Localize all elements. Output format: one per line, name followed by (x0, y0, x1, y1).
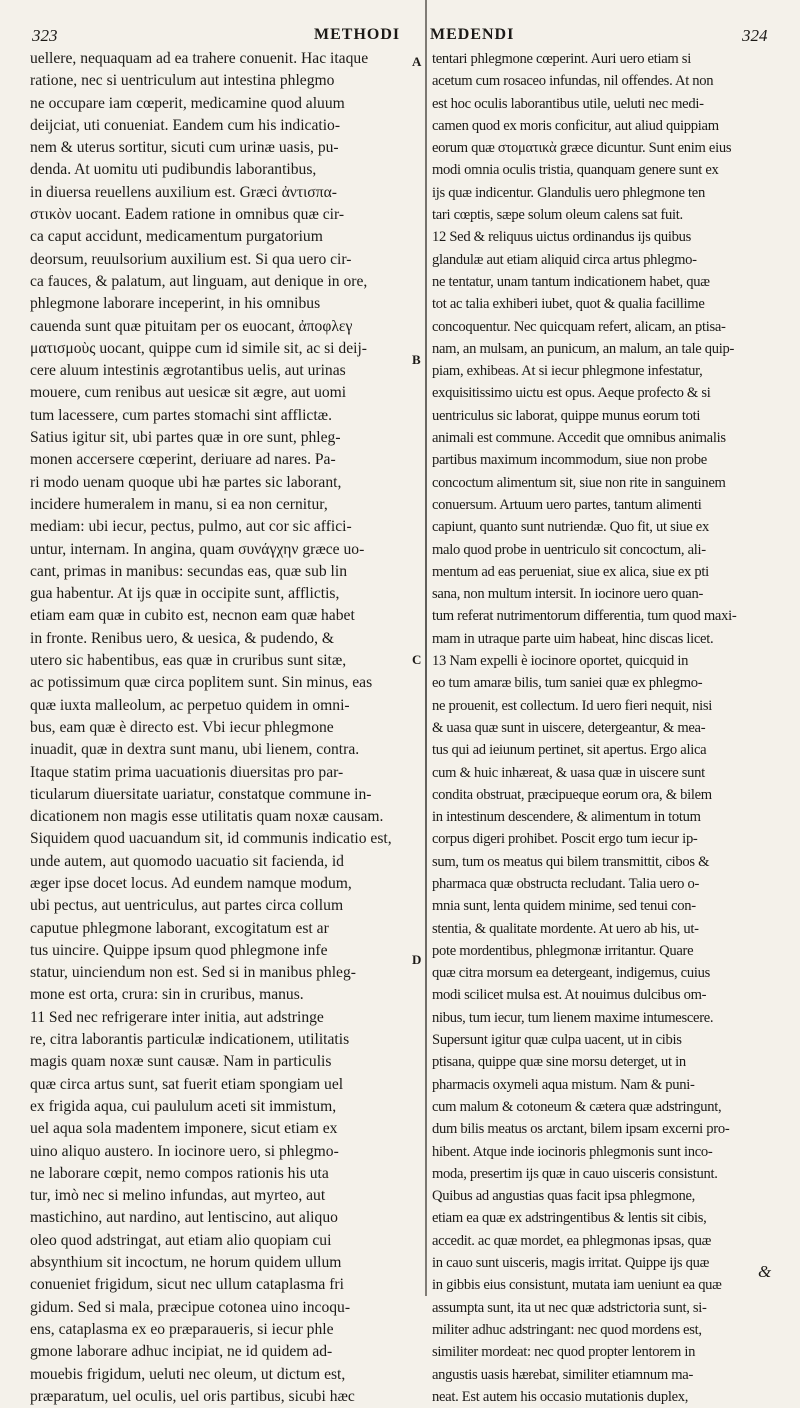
text-line: quæ circa artus sunt, sat fuerit etiam spongiam uel (30, 1075, 344, 1093)
text-line: ex frigida aqua, cui paululum aceti sit immistum, (30, 1097, 337, 1115)
text-line: utero sic habentibus, eas quæ in cruribus sunt sitæ, (30, 652, 347, 670)
text-line: quæ citra morsum ea detergeant, indigemus, cuius (432, 965, 710, 982)
text-line: nam, an mulsam, an punicum, an malum, an tale quip- (432, 340, 735, 357)
text-line: cum & huic inhæreat, & uasa quæ in uiscere sunt (432, 764, 705, 781)
text-line: pharmacis oxymeli aqua mistum. Nam & puni- (432, 1076, 695, 1093)
text-line: mouere, cum renibus aut uesicæ sit ægre, aut uomi (30, 384, 347, 402)
page-gutter-divider (425, 0, 427, 1296)
margin-marker-a: A (412, 54, 422, 69)
text-line: assumpta sunt, ita ut nec quæ adstrictoria sunt, si- (432, 1299, 707, 1316)
text-line: quæ iuxta malleolum, ac perpetuo quidem in omni- (30, 696, 350, 714)
text-line: neat. Est autem his occasio mutationis duplex, (432, 1388, 689, 1405)
text-line: modi scilicet mulsa est. At nouimus dulcibus om- (432, 987, 707, 1004)
text-line: præparatum, uel oculis, uel oris partibus, sicubi hæc (30, 1387, 355, 1405)
text-line: tus uincire. Quippe ipsum quod phlegmone infe (30, 941, 328, 959)
right-running-title: MEDENDI (430, 26, 515, 43)
text-line: mastichino, aut nardino, aut lentiscino, aut aliquo (30, 1209, 338, 1227)
text-line: ens, cataplasma ex eo præparaueris, si iecur phle (30, 1320, 334, 1338)
text-line: mone est orta, crura: sin in cruribus, manus. (30, 986, 304, 1004)
text-line: 12 Sed & reliquus uictus ordinandus ijs quibus (432, 229, 692, 246)
left-text-column (30, 48, 410, 1408)
text-line: στικὸν uocant. Eadem ratione in omnibus quæ cir- (30, 206, 345, 224)
text-line: moda, presertim ijs quæ in cauo uisceris consistunt. (432, 1165, 718, 1182)
text-line: in cauo sunt uisceris, magis irritat. Quippe ijs quæ (432, 1255, 710, 1272)
text-line: sum, tum os meatus qui bilem transmittit, cibos & (432, 853, 710, 870)
text-line: tur, imò nec si melino infundas, aut myrteo, aut (30, 1187, 326, 1205)
margin-marker-c: C (412, 652, 422, 667)
text-line: mnia sunt, lenta quidem minime, sed tenui con- (432, 898, 696, 915)
text-line: modi omnia oculis tristia, quanquam genere sunt ex (432, 162, 719, 179)
text-line: uentriculus sic laborat, quippe munus eorum toti (432, 407, 701, 424)
text-line: nem & uterus sortitur, sicuti cum urinæ uasis, pu- (30, 139, 339, 157)
text-line: mam in utraque parte uim habeat, hinc discas licet. (432, 630, 714, 647)
text-line: ratione, nec si uentriculum aut intestina phlegmo (30, 72, 335, 90)
text-line: ptisana, quippe quæ sine morsu deterget, ut in (432, 1054, 686, 1071)
text-line: 13 Nam expelli è iocinore oportet, quicquid in (432, 653, 689, 670)
text-line: ne prouenit, est collectum. Id uero fieri nequit, nisi (432, 697, 713, 714)
text-line: gua habentur. At ijs quæ in occipite sunt, afflictis, (30, 585, 340, 603)
text-line: cum malum & cotoneum & cætera quæ adstringunt, (432, 1098, 722, 1115)
text-line: tum lacessere, cum partes stomachi sint afflictæ. (30, 406, 332, 424)
text-line: denda. At uomitu uti pudibundis laborantibus, (30, 161, 317, 179)
text-line: hibent. Atque inde iocinoris phlegmonis sunt inco- (432, 1143, 713, 1160)
text-line: uel aqua sola madentem imponere, sicut etiam ex (30, 1120, 338, 1138)
text-line: dum bilis meatus os arctant, bilem ipsam excerni pro- (432, 1121, 730, 1138)
text-line: ne laborare cœpit, nemo compos rationis his uta (30, 1164, 329, 1182)
text-line: tot ac talia exhiberi iubet, quot & qualia facillime (432, 296, 705, 313)
text-line: in diuersa reuellens auxilium est. Græci ἀντισπα- (30, 183, 337, 201)
text-line: ca fauces, & palatum, aut linguam, aut denique in ore, (30, 272, 368, 290)
margin-marker-b: B (412, 352, 421, 367)
text-line: accedit. ac quæ mordet, ea phlegmonas ipsas, quæ (432, 1232, 712, 1249)
text-line: pote mordentibus, phlegmonæ irritantur. Quare (432, 942, 694, 959)
right-page-number: 324 (742, 26, 768, 45)
text-line: oleo quod adstringat, aut etiam alio quopiam cui (30, 1231, 332, 1249)
text-line: militer adhuc adstringant: nec quod mordens est, (432, 1321, 702, 1338)
text-line: 11 Sed nec refrigerare inter initia, aut adstringe (30, 1008, 324, 1026)
text-line: untur, internam. In angina, quam συνάγχην græce uo- (30, 540, 365, 558)
text-line: dicationem non magis esse utilitatis quam noxæ causam. (30, 808, 384, 826)
text-line: concoquentur. Nec quicquam refert, alicam, an ptisa- (432, 318, 726, 335)
text-line: cant, primas in manibus: secundas eas, quæ sub lin (30, 562, 348, 580)
text-line: in intestinum descendere, & alimentum in totum (432, 809, 701, 826)
text-line: glandulæ aut etiam aliquid circa artus phlegmo- (432, 251, 697, 268)
text-line: in gibbis eius consistunt, mutata iam ueniunt ea quæ (432, 1277, 722, 1294)
text-line: concoctum alimentum sit, siue non rite in sanguinem (432, 474, 726, 491)
text-line: tari cœptis, sæpe solum oleum calens sat fuit. (432, 207, 683, 224)
text-line: ticularum diuersitate uariatur, constatque commune in- (30, 785, 372, 803)
text-line: re, citra laborantis particulæ indicationem, utilitatis (30, 1031, 350, 1049)
text-line: eo tum amaræ bilis, tum saniei quæ ex phlegmo- (432, 675, 703, 692)
text-line: unde autem, aut quomodo uacuatio sit facienda, id (30, 852, 344, 870)
text-line: bus, eam quæ è directo est. Vbi iecur phlegmone (30, 718, 334, 736)
text-line: eorum quæ στοματικὰ græce dicuntur. Sunt enim eius (432, 140, 732, 157)
text-line: gidum. Sed si mala, præcipue cotonea uino incoqu- (30, 1298, 351, 1316)
text-line: ca caput accidunt, medicamentum purgatorium (30, 228, 323, 246)
text-line: ne tentatur, unam tantum indicationem habet, quæ (432, 273, 710, 290)
text-line: angustis uasis hærebat, similiter etiamnum ma- (432, 1366, 694, 1383)
text-line: deijciat, uti conueniat. Eandem cum his indicatio- (30, 116, 341, 134)
text-line: mentum ad eas perueniat, siue ex alica, siue ex pti (432, 563, 709, 580)
text-line: corpus digeri prohibet. Poscit ergo tum iecur ip- (432, 831, 698, 848)
text-line: & uasa quæ sunt in uiscere, detergeantur, & mea- (432, 719, 706, 736)
text-line: ri modo uenam quoque ubi hæ partes sic laborant, (30, 473, 342, 491)
left-page-number: 323 (32, 26, 58, 45)
text-line: uellere, nequaquam ad ea trahere conuenit. Hac itaque (30, 50, 369, 67)
text-line: mouebis frigidum, ueluti nec oleum, ut dictum est, (30, 1365, 346, 1383)
text-line: Supersunt igitur quæ culpa uacent, ut in cibis (432, 1032, 682, 1049)
text-line: æger ipse docet locus. Ad eundem namque modum, (30, 874, 352, 892)
text-line: partibus maximum incommodum, siue non probe (432, 452, 707, 469)
text-line: etiam eam quæ in cubito est, necnon eam quæ habet (30, 607, 355, 625)
text-line: acetum cum rosaceo infundas, nil offendes. At non (432, 73, 714, 90)
text-line: malo quod probe in uentriculo sit concoctum, ali- (432, 541, 706, 558)
text-line: conueniet frigidum, sicut nec ullum cataplasma fri (30, 1276, 344, 1294)
text-line: ijs quæ indicentur. Glandulis uero phlegmone ten (432, 184, 705, 201)
text-line: caputue phlegmone laborant, excogitatum est ar (30, 919, 329, 937)
text-line: sana, non multum intersit. In iocinore uero quan- (432, 586, 704, 603)
text-line: ubi pectus, aut uentriculus, aut partes circa collum (30, 897, 344, 915)
text-line: monen accersere cœperint, deriuare ad nares. Pa- (30, 451, 336, 469)
text-line: gmone laborare adhuc incipiat, ne id quidem ad- (30, 1343, 333, 1361)
margin-marker-d: D (412, 952, 422, 967)
text-line: animali est commune. Accedit que omnibus animalis (432, 430, 726, 447)
text-line: Itaque statim prima uacuationis diuersitas pro par- (30, 763, 344, 781)
text-line: etiam ea quæ ex adstringentibus & lentis sit cibis, (432, 1210, 707, 1227)
left-running-title: METHODI (314, 26, 401, 43)
text-line: magis quam noxæ sunt causæ. Nam in particulis (30, 1053, 332, 1071)
catchword: & (758, 1262, 772, 1281)
text-line: cauenda sunt quæ pituitam per os euocant, ἀποφλεγ (30, 317, 353, 335)
text-line: piam, exhibeas. At si iecur phlegmone infestatur, (432, 363, 703, 380)
text-line: Satius igitur sit, ubi partes quæ in ore sunt, phleg- (30, 429, 341, 447)
text-line: capiunt, quanto sunt nutriendæ. Quo fit, ut siue ex (432, 519, 709, 536)
text-line: tum referat nutrimentorum differentia, tum quod maxi- (432, 608, 737, 625)
text-line: tentari phlegmone cœperint. Auri uero etiam si (432, 51, 691, 67)
text-line: deorsum, reuulsorium auxilium est. Si qua uero cir- (30, 250, 352, 268)
text-line: absynthium sit incoctum, ne horum quidem ullum (30, 1254, 342, 1272)
text-line: phlegmone laborare inceperint, in his omnibus (30, 295, 321, 313)
text-line: inuadit, quæ in dextra sunt manu, ubi lienem, contra. (30, 741, 360, 759)
text-line: Quibus ad angustias quas facit ipsa phlegmone, (432, 1188, 696, 1205)
right-text-column (432, 48, 790, 1408)
text-line: similiter mordeat: nec quod propter lentorem in (432, 1344, 696, 1361)
text-line: est hoc oculis laborantibus utile, ueluti nec medi- (432, 95, 704, 112)
text-line: Siquidem quod uacuandum sit, id communis indicatio est, (30, 830, 392, 848)
text-line: camen quod ex moris conficitur, aut aliud quippiam (432, 117, 719, 134)
text-line: uino aliquo austero. In iocinore uero, si phlegmo- (30, 1142, 339, 1160)
text-line: stentia, & qualitate mordente. At uero ab his, ut- (432, 920, 699, 937)
text-line: tus qui ad ieiunum pertinet, sit apertus. Ergo alica (432, 742, 707, 759)
text-line: condita obstruat, præcipueque eorum ora, & bilem (432, 786, 712, 803)
text-line: ac potissimum quæ circa poplitem sunt. Sin minus, eas (30, 674, 373, 692)
text-line: statur, uinciendum non est. Sed si in manibus phleg- (30, 964, 356, 982)
text-line: ne occupare iam cœperit, medicamine quod aluum (30, 94, 345, 112)
text-line: ματισμοὺς uocant, quippe cum id simile sit, ac si deij- (30, 339, 367, 357)
text-line: mediam: ubi iecur, pectus, pulmo, aut cor sic affici- (30, 518, 352, 536)
text-line: nibus, tum iecur, tum lienem maxime intumescere. (432, 1009, 714, 1026)
text-line: pharmaca quæ obstructa recludant. Talia uero o- (432, 875, 700, 892)
text-line: in fronte. Renibus uero, & uesica, & pudendo, & (30, 629, 335, 647)
text-line: incidere humeralem in manu, si ea non cernitur, (30, 495, 328, 513)
text-line: cere aluum intestinis ægrotantibus uelis, aut urinas (30, 362, 346, 380)
text-line: exquisitissimo uictu est opus. Aeque profecto & si (432, 385, 711, 402)
text-line: conuersum. Artuum uero partes, tantum alimenti (432, 496, 702, 513)
